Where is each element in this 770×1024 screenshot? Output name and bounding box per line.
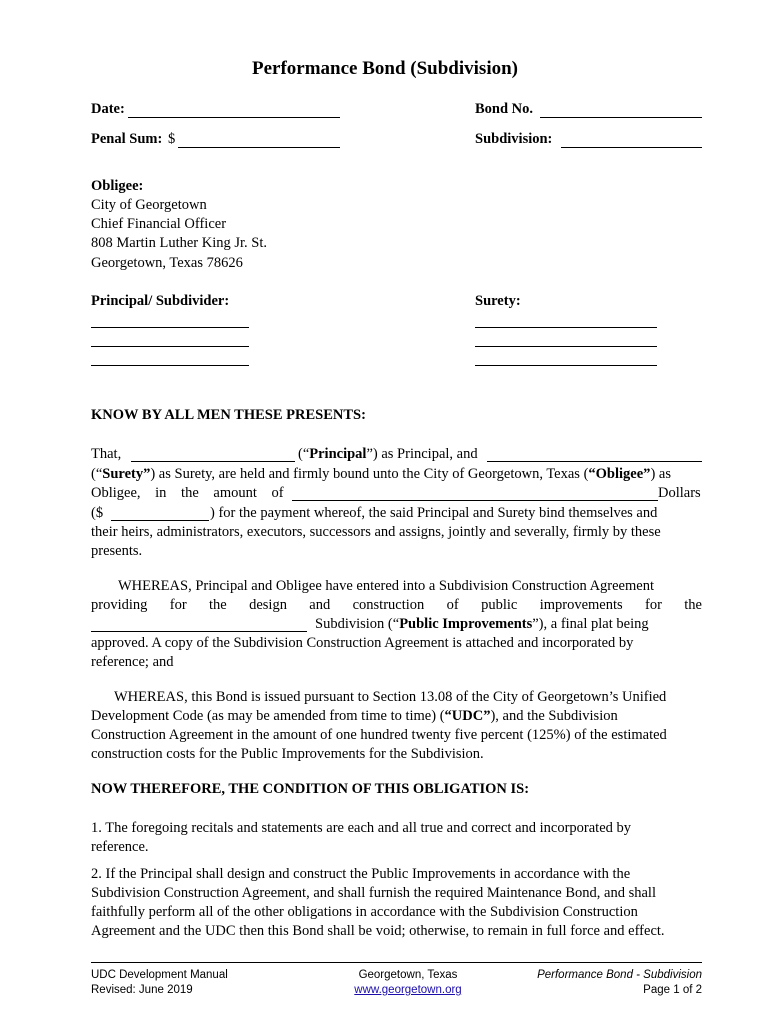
para1-paren-dollar: ($ (91, 505, 104, 521)
obligee-label: Obligee: (91, 178, 144, 194)
para3-line4: construction costs for the Public Improvements for the Subdivision. (91, 746, 484, 762)
obligee-line: 808 Martin Luther King Jr. St. (91, 235, 268, 251)
para1-dollars: Dollars (658, 485, 701, 501)
para1-that: That, (91, 446, 122, 462)
para3-line1: WHEREAS, this Bond is issued pursuant to Section 13.08 of the City of Georgetown’s Unified (114, 689, 667, 705)
subdivision-field[interactable] (561, 147, 702, 148)
principal-name-field[interactable] (131, 461, 295, 462)
penal-sum-prefix: $ (168, 131, 176, 147)
know-heading: KNOW BY ALL MEN THESE PRESENTS: (91, 407, 366, 423)
para3-line2: Development Code (as may be amended from time to time) (“UDC”), and the Subdivision (91, 708, 618, 724)
footer-city: Georgetown, Texas (358, 969, 458, 981)
obligee-line: Chief Financial Officer (91, 216, 227, 232)
footer-revised: Revised: June 2019 (91, 984, 193, 996)
principal-line-field[interactable] (91, 346, 249, 347)
bond-no-label: Bond No. (475, 101, 534, 117)
date-field[interactable] (128, 117, 340, 118)
footer-divider (91, 962, 702, 963)
principal-line-field[interactable] (91, 365, 249, 366)
penal-sum-field[interactable] (178, 147, 340, 148)
subdivision-label: Subdivision: (475, 131, 553, 147)
item2-line1: 2. If the Principal shall design and construct the Public Improvements in accordance with the (91, 866, 631, 882)
footer-website-link[interactable]: www.georgetown.org (354, 984, 462, 996)
para1-principal-text: (“Principal”) as Principal, and (298, 446, 478, 462)
para2-line3: Subdivision (“Public Improvements”), a final plat being (315, 616, 649, 632)
surety-line-field[interactable] (475, 346, 657, 347)
para1-amount-text: Obligee, in the amount of (91, 485, 284, 501)
para1-line4: their heirs, administrators, executors, successors and assigns, jointly and severally, firmly by these (91, 524, 661, 540)
bond-no-field[interactable] (540, 117, 702, 118)
obligee-line: City of Georgetown (91, 197, 207, 213)
penal-sum-label: Penal Sum: (91, 131, 163, 147)
surety-name-field[interactable] (487, 461, 702, 462)
para1-payment: ) for the payment whereof, the said Principal and Surety bind themselves and (210, 505, 658, 521)
subdivision-name-field[interactable] (91, 631, 307, 632)
amount-number-field[interactable] (111, 520, 209, 521)
para2-line1: WHEREAS, Principal and Obligee have entered into a Subdivision Construction Agreement (118, 578, 654, 594)
date-label: Date: (91, 101, 125, 117)
para1-line5: presents. (91, 543, 143, 559)
principal-label: Principal/ Subdivider: (91, 293, 230, 309)
para2-line5: reference; and (91, 654, 174, 670)
amount-words-field[interactable] (292, 500, 658, 501)
footer-page-number: Page 1 of 2 (643, 984, 702, 996)
para1-line2: (“Surety”) as Surety, are held and firmly bound unto the City of Georgetown, Texas (“Obligee”) as (91, 466, 671, 482)
surety-line-field[interactable] (475, 365, 657, 366)
document-title: Performance Bond (Subdivision) (251, 58, 519, 79)
item1-line2: reference. (91, 839, 149, 855)
footer-manual: UDC Development Manual (91, 969, 228, 981)
item2-line3: faithfully perform all of the other obligations in accordance with the Subdivision Construction (91, 904, 638, 920)
item1-line1: 1. The foregoing recitals and statements are each and all true and correct and incorporated by (91, 820, 632, 836)
item2-line4: Agreement and the UDC then this Bond shall be void; otherwise, to remain in full force and effect. (91, 923, 665, 939)
surety-label: Surety: (475, 293, 521, 309)
para2-line4: approved. A copy of the Subdivision Construction Agreement is attached and incorporated by (91, 635, 634, 651)
footer-doc-title: Performance Bond - Subdivision (537, 969, 702, 981)
item2-line2: Subdivision Construction Agreement, and shall furnish the required Maintenance Bond, and shall (91, 885, 656, 901)
condition-heading: NOW THEREFORE, THE CONDITION OF THIS OBLIGATION IS: (91, 781, 530, 797)
principal-line-field[interactable] (91, 327, 249, 328)
para2-line2: providing for the design and construction of public improvements for the (91, 597, 702, 613)
para3-line3: Construction Agreement in the amount of one hundred twenty five percent (125%) of the estimated (91, 727, 667, 743)
obligee-line: Georgetown, Texas 78626 (91, 255, 243, 271)
surety-line-field[interactable] (475, 327, 657, 328)
